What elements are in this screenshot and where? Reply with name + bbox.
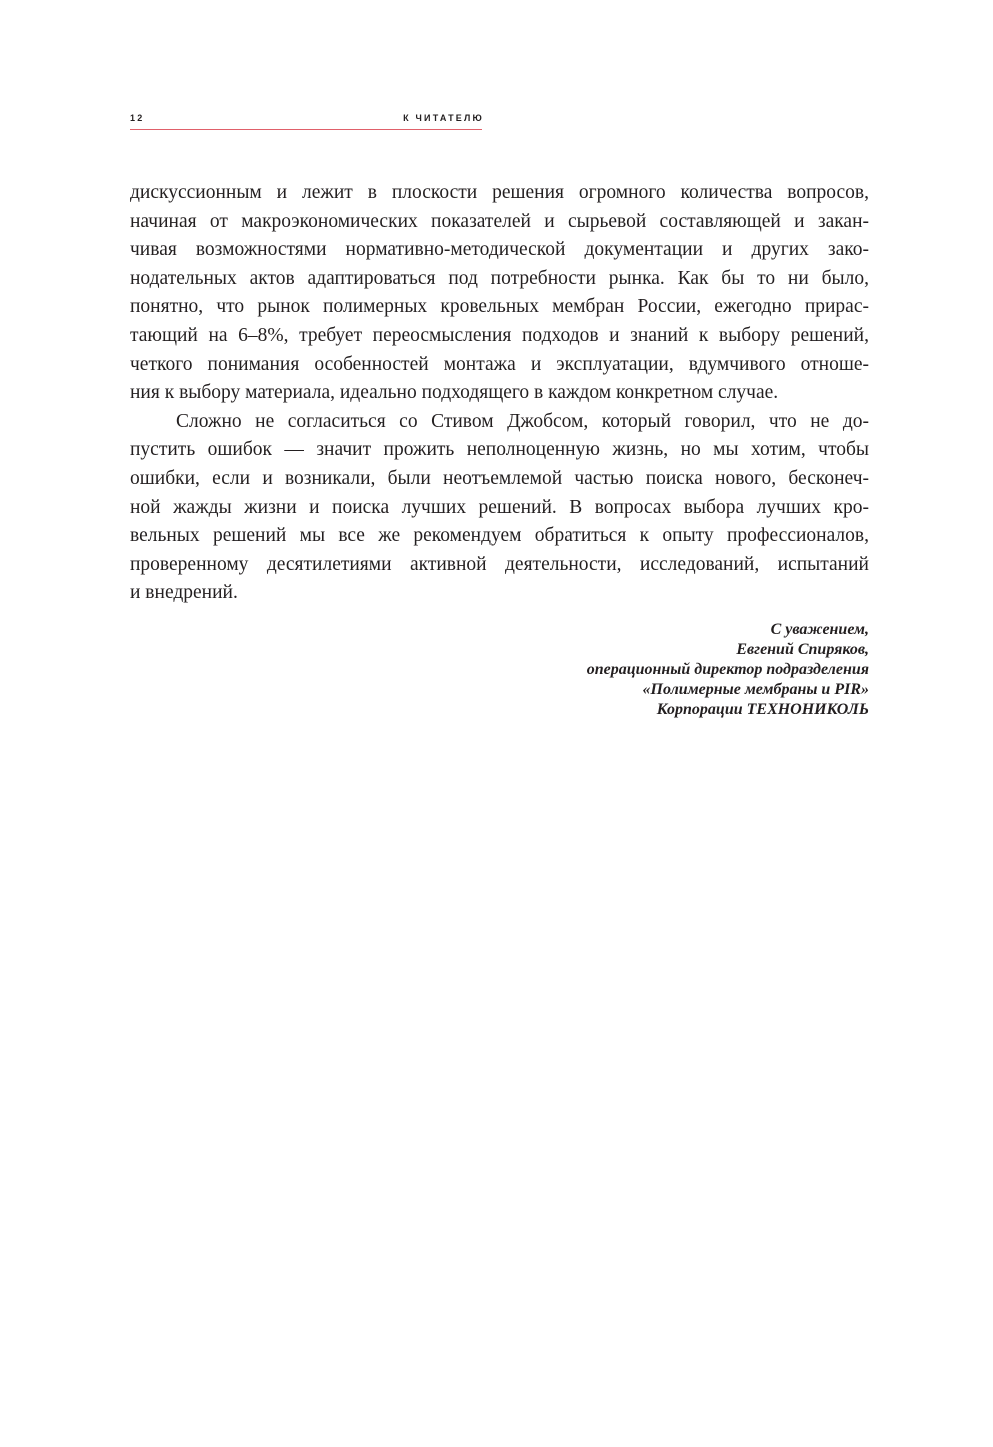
text-line: проверенному десятилетиями активной деятельности, исследований, испытаний (130, 553, 869, 575)
signature-line: С уважением, (770, 621, 869, 638)
signature-line: операционный директор подразделения (586, 661, 869, 678)
paragraph-1 (130, 179, 869, 408)
signature-line: Корпорации ТЕХНОНИКОЛЬ (656, 701, 869, 718)
text-line: дискуссионным и лежит в плоскости решения огромного количества вопросов, (130, 182, 869, 203)
signature-block (587, 620, 869, 720)
text-line: нодательных актов адаптироваться под потребности рынка. Как бы то ни было, (130, 267, 869, 289)
text-line: понятно, что рынок полимерных кровельных мембран России, ежегодно прирас- (130, 296, 869, 318)
body-text (130, 179, 869, 608)
text-line: начиная от макроэкономических показателей и сырьевой составляющей и закан- (130, 210, 869, 232)
running-header (130, 111, 482, 130)
page-number: 12 (130, 113, 145, 123)
text-line: четкого понимания особенностей монтажа и эксплуатации, вдумчивого отноше- (130, 353, 869, 375)
text-line: и внедрений. (130, 582, 238, 604)
signature-line: Евгений Спиряков, (736, 641, 869, 658)
text-line: вельных решений мы все же рекомендуем обратиться к опыту профессионалов, (130, 525, 869, 547)
text-line: тающий на 6–8%, требует переосмысления подходов и знаний к выбору решений, (130, 324, 869, 346)
text-line: пустить ошибок — значит прожить неполноценную жизнь, но мы хотим, чтобы (130, 439, 869, 461)
text-line: чивая возможностями нормативно-методической документации и других зако- (130, 239, 869, 261)
text-line: ния к выбору материала, идеально подходящего в каждом конкретном случае. (130, 382, 779, 404)
signature-line: «Полимерные мембраны и PIR» (642, 681, 869, 698)
text-line: Сложно не согласиться со Стивом Джобсом, который говорил, что не до- (176, 410, 869, 432)
text-line: ной жажды жизни и поиска лучших решений. В вопросах выбора лучших кро- (130, 496, 869, 518)
paragraph-2 (130, 408, 869, 608)
section-title: К ЧИТАТЕЛЮ (403, 113, 484, 123)
text-line: ошибки, если и возникали, были неотъемлемой частью поиска нового, бесконеч- (130, 467, 869, 489)
